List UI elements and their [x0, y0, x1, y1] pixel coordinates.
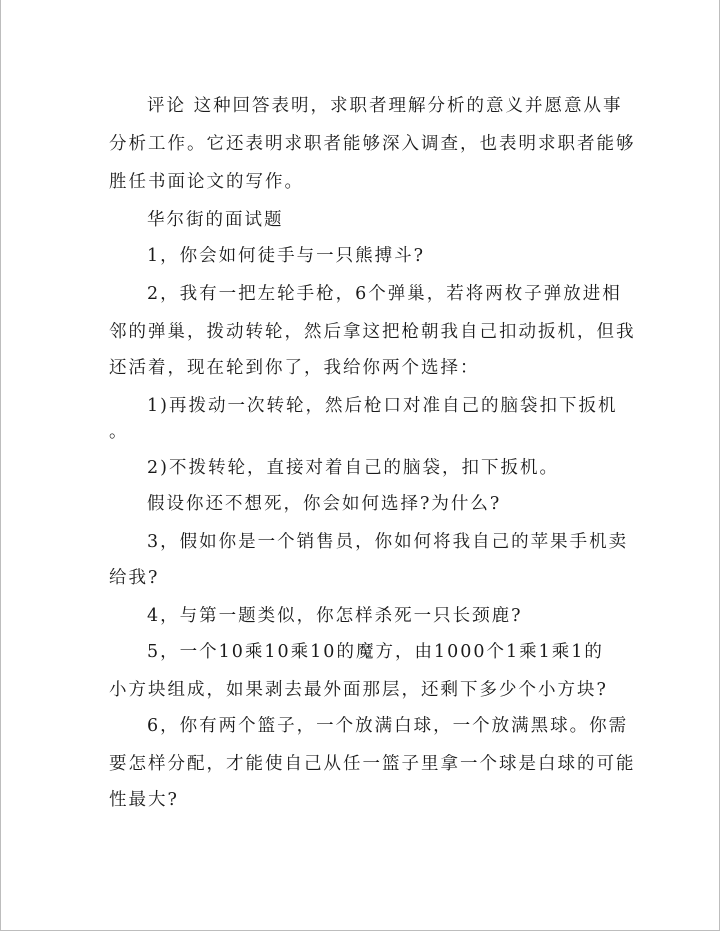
- question-line: 5，一个10乘10乘10的魔方，由1000个1乘1乘1的: [147, 642, 604, 662]
- paragraph-line: 分析工作。它还表明求职者能够深入调查，也表明求职者能够: [109, 134, 636, 154]
- question-line: 1，你会如何徒手与一只熊搏斗?: [147, 246, 426, 266]
- question-line: 性最大?: [109, 790, 179, 810]
- section-heading: 华尔街的面试题: [147, 210, 284, 230]
- paragraph-line: 评论 这种回答表明，求职者理解分析的意义并愿意从事: [147, 96, 623, 116]
- option-line: 。: [109, 422, 129, 442]
- question-line: 邻的弹巢，拨动转轮，然后拿这把枪朝我自己扣动扳机，但我: [109, 322, 636, 342]
- question-line: 还活着，现在轮到你了，我给你两个选择：: [109, 358, 480, 378]
- question-line: 3，假如你是一个销售员，你如何将我自己的苹果手机卖: [147, 532, 629, 552]
- question-line: 2，我有一把左轮手枪，6个弹巢，若将两枚子弹放进相: [147, 284, 622, 304]
- paragraph-line: 胜任书面论文的写作。: [109, 172, 304, 192]
- question-line: 6，你有两个篮子，一个放满白球，一个放满黑球。你需: [147, 716, 629, 736]
- question-line: 给我?: [109, 568, 160, 588]
- question-line: 小方块组成，如果剥去最外面那层，还剩下多少个小方块?: [109, 680, 608, 700]
- question-line: 4，与第一题类似，你怎样杀死一只长颈鹿?: [147, 606, 523, 626]
- option-line: 1)再拨动一次转轮，然后枪口对准自己的脑袋扣下扳机: [147, 396, 618, 416]
- option-line: 2)不拨转轮，直接对着自己的脑袋，扣下扳机。: [147, 458, 559, 478]
- paragraph-line: 假设你还不想死，你会如何选择?为什么?: [147, 494, 502, 514]
- question-line: 要怎样分配，才能使自己从任一篮子里拿一个球是白球的可能: [109, 754, 636, 774]
